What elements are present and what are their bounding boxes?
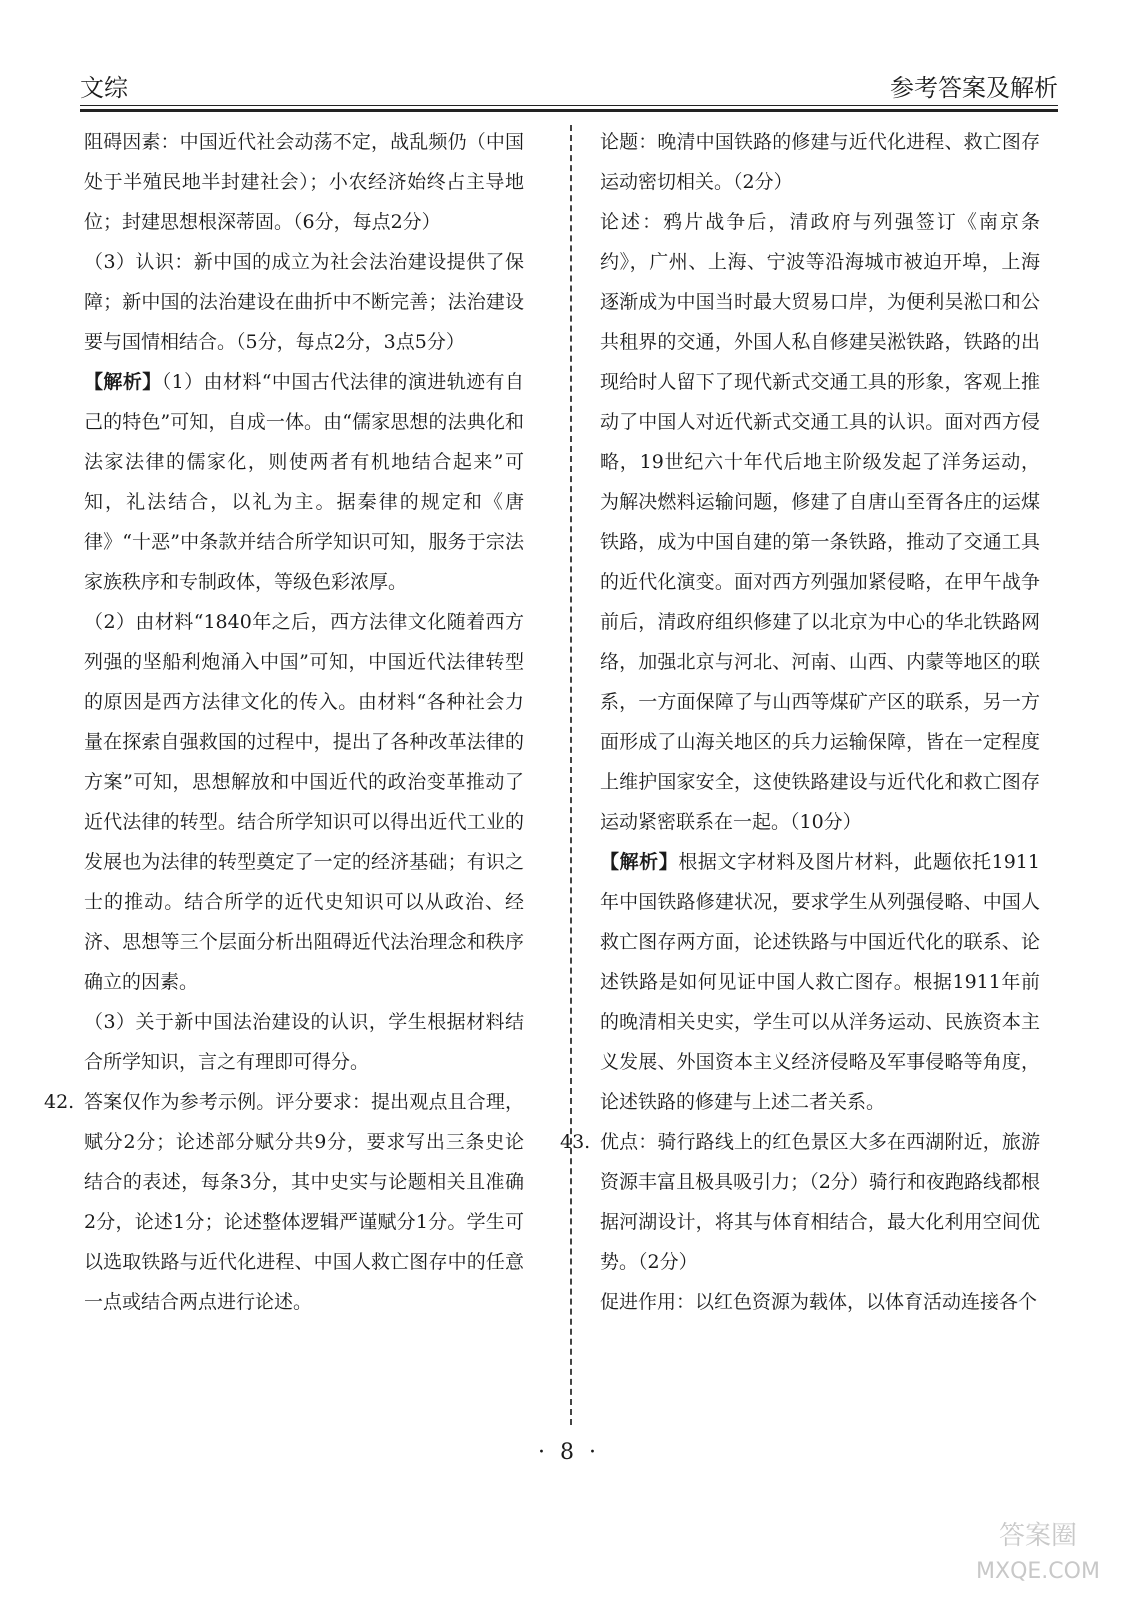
paragraph: 阻碍因素：中国近代社会动荡不定，战乱频仍（中国处于半殖民地半封建社会）；小农经济始终占主导地位；封建思想根深蒂固。（6分，每点2分） [84,131,524,233]
question-number: 42. [44,1091,75,1113]
paragraph-text: 根据文字材料及图片材料，此题依托1911年中国铁路修建状况，要求学生从列强侵略、中国人救亡图存两方面，论述铁路与中国近代化的联系、论述铁路是如何见证中国人救亡图存。根据1911年前的晚清相关史实，学生可以从洋务运动、民族资本主义发展、外国资本主义经济侵略及军事侵略等角度，论述铁路的修建与上述二者关系。 [600,851,1040,1113]
svg-text:答案圈: 答案圈 [998,1521,1078,1551]
paragraph-text: （1）由材料“中国古代法律的演进轨迹有自己的特色”可知，自成一体。由“儒家思想的法典化和法家法律的儒家化，则使两者有机地结合起来”可知，礼法结合，以礼为主。据秦律的规定和《唐律》“十恶”中条款并结合所学知识可知，服务于宗法家族秩序和专制政体，等级色彩浓厚。 [84,371,524,593]
analysis-paragraph [84,362,524,602]
page-header [80,68,1058,104]
paragraph: （3）认识：新中国的成立为社会法治建设提供了保障；新中国的法治建设在曲折中不断完善；法治建设要与国情相结合。（5分，每点2分，3点5分） [84,251,524,353]
header-rule-thin [80,105,1058,106]
question-answer [44,1082,524,1322]
analysis-paragraph [600,842,1040,1122]
page-number: · 8 · [538,1440,600,1465]
header-rule-thick [80,109,1058,112]
paragraph: 促进作用：以红色资源为载体，以体育活动连接各个 [600,1291,1038,1313]
paragraph: 论述：鸦片战争后，清政府与列强签订《南京条约》，广州、上海、宁波等沿海城市被迫开埠，上海逐渐成为中国当时最大贸易口岸，为便利吴淞口和公共租界的交通，外国人私自修建吴淞铁路，铁路的出现给时人留下了现代新式交通工具的形象，客观上推动了中国人对近代新式交通工具的认识。面对西方侵略，19世纪六十年代后地主阶级发起了洋务运动，为解决燃料运输问题，修建了自唐山至胥各庄的运煤铁路，成为中国自建的第一条铁路，推动了交通工具的近代化演变。面对西方列强加紧侵略，在甲午战争前后，清政府组织修建了以北京为中心的华北铁路网络，加强北京与河北、河南、山西、内蒙等地区的联系，一方面保障了与山西等煤矿产区的联系，另一方面形成了山海关地区的兵力运输保障，皆在一定程度上维护国家安全，这使铁路建设与近代化和救亡图存运动紧密联系在一起。（10分） [600,211,1040,833]
question-number: 43. [560,1131,591,1153]
analysis-tag: 【解析】 [84,371,162,393]
right-column [560,122,1040,1322]
paragraph-text: 优点：骑行路线上的红色景区大多在西湖附近，旅游资源丰富且极具吸引力；（2分）骑行和夜跑路线都根据河湖设计，将其与体育相结合，最大化利用空间优势。（2分） [600,1131,1040,1273]
paragraph: 论题：晚清中国铁路的修建与近代化进程、救亡图存运动密切相关。（2分） [600,131,1040,193]
paragraph: （2）由材料“1840年之后，西方法律文化随着西方列强的坚船利炮涌入中国”可知，中国近代法律转型的原因是西方法律文化的传入。由材料“各种社会力量在探索自强救国的过程中，提出了各种改革法律的方案”可知，思想解放和中国近代的政治变革推动了近代法律的转型。结合所学知识可以得出近代工业的发展也为法律的转型奠定了一定的经济基础；有识之士的推动。结合所学的近代史知识可以从政治、经济、思想等三个层面分析出阻碍近代法治理念和秩序确立的因素。 [84,611,524,993]
header-title: 参考答案及解析 [890,74,1058,102]
column-divider [570,125,572,1425]
analysis-tag: 【解析】 [600,851,679,873]
question-answer [560,1122,1040,1282]
left-column [44,122,524,1322]
watermark-text: MXQE.COM [976,1559,1100,1584]
header-subject: 文综 [80,74,128,102]
paragraph: （3）关于新中国法治建设的认识，学生根据材料结合所学知识，言之有理即可得分。 [84,1011,524,1073]
paragraph-text: 答案仅作为参考示例。评分要求：提出观点且合理，赋分2分；论述部分赋分共9分，要求写出三条史论结合的表述，每条3分，其中史实与论题相关且准确2分，论述1分；论述整体逻辑严谨赋分1分。学生可以选取铁路与近代化进程、中国人救亡图存中的任意一点或结合两点进行论述。 [84,1091,524,1313]
watermark-logo [958,1510,1118,1590]
